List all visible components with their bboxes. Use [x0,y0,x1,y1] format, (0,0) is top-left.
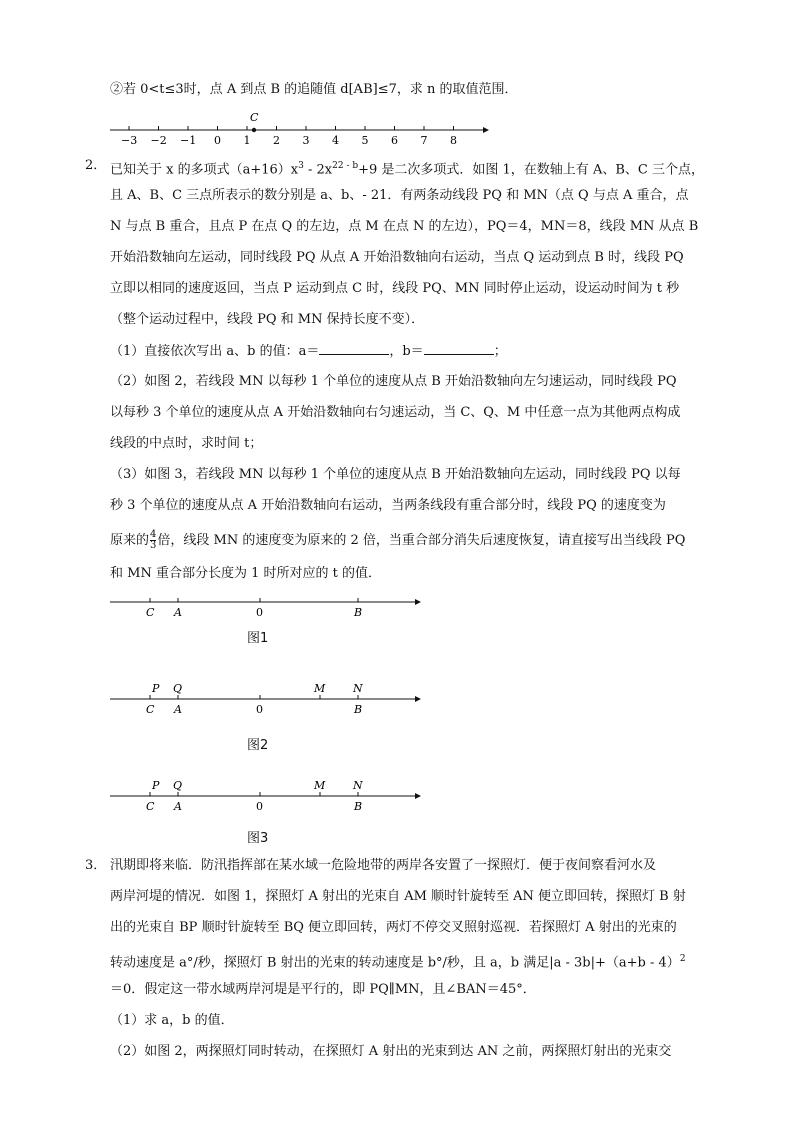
q3-part2: （2）如图 2，两探照灯同时转动，在探照灯 A 射出的光束到达 AN 之前，两探照灯射出的光束交 [110,1044,672,1059]
q2-line6: （整个运动过程中，线段 PQ 和 MN 保持长度不变）． [110,312,425,327]
fig3-label-p: P [152,779,160,792]
number-line-q1 [105,108,490,148]
q1-part2-text: ②若 0<t≤3时，点 A 到点 B 的追随值 d[AB]≤7，求 n 的取值范围． [110,82,518,97]
q2-part1: （1）直接依次写出 a、b 的值：a＝ ，b＝ ； [110,344,507,359]
q2-part2-line1: （2）如图 2，若线段 MN 以每秒 1 个单位的速度从点 B 开始沿数轴向左匀速运动，同时线段 PQ [110,374,677,389]
fig1-label-zero: 0 [256,606,263,619]
figure-2-caption: 图2 [247,738,269,753]
q3-line2: 两岸河堤的情况．如图 1，探照灯 A 射出的光束自 AM 顺时针旋转至 AN 便立即回转，探照灯 B 射 [110,889,686,904]
fig2-label-c: C [146,703,155,716]
tick-label: 2 [273,134,280,147]
q2-part3-line1: （3）如图 3，若线段 MN 以每秒 1 个单位的速度从点 B 开始沿数轴向左运动，同时线段 PQ 以每 [110,467,681,482]
tick-label: 6 [391,134,398,147]
tick-label: 4 [332,134,339,147]
q3-line1: 汛期即将来临．防汛指挥部在某水域一危险地带的两岸各安置了一探照灯．便于夜间察看河水及 [110,858,657,873]
fig2-label-m: M [314,682,326,695]
q3-line4: 转动速度是 a°/秒，探照灯 B 射出的光束的转动速度是 b°/秒，且 a，b 满足$|a - 3b|+(a+b - 4)^2$ [110,954,686,971]
q2-part3-line3: 原来的 $\frac{4}{3}$ 倍，线段 MN 的速度变为原来的 2 倍，当重合部分消失后速度恢复，请直接写出当线段 PQ [110,529,686,551]
answer-blank-b[interactable] [424,342,494,355]
figure-3-caption: 图3 [247,831,269,846]
tick-label: 8 [450,134,457,147]
fig2-label-b: B [354,703,363,716]
fig2-label-p: P [152,682,160,695]
q3-line3: 出的光束自 BP 顺时针旋转至 BQ 便立即回转，两灯不停交叉照射巡视．若探照灯 A 射出的光束的 [110,920,677,935]
fig2-label-zero: 0 [256,703,263,716]
fig1-label-b: B [354,606,363,619]
figure-3-number-line [110,777,422,817]
tick-label: 1 [243,134,251,147]
fig3-label-zero: 0 [256,800,263,813]
tick-label: 5 [361,134,369,147]
fig1-label-c: C [146,606,155,619]
fig2-label-q: Q [173,682,183,695]
q2-line2: 且 A、B、C 三点所表示的数分别是 a、b、- 21．有两条动线段 PQ 和 MN（点 Q 与点 A 重合，点 [110,188,689,203]
q2-line5: 立即以相同的速度返回，当点 P 运动到点 C 时，线段 PQ、MN 同时停止运动，设运动时间为 t 秒 [110,281,680,296]
fig1-label-a: A [174,606,182,619]
q2-part3-line2: 秒 3 个单位的速度从点 A 开始沿数轴向右运动，当两条线段有重合部分时，线段 PQ 的速度变为 [110,498,666,513]
tick-label: −1 [180,134,197,147]
fig3-label-n: N [353,779,363,792]
q2-line3: N 与点 B 重合，且点 P 在点 Q 的左边，点 M 在点 N 的左边），PQ＝4，MN＝8，线段 MN 从点 B [110,219,699,234]
point-c-dot [252,128,256,132]
fig2-label-n: N [353,682,363,695]
fig3-label-c: C [146,800,155,813]
fig3-label-m: M [314,779,326,792]
q2-part3-line4: 和 MN 重合部分长度为 1 时所对应的 t 的值． [110,566,381,581]
fig3-label-b: B [354,800,363,813]
q2-line1: 已知关于 x 的多项式$(a+16)x^3 - 2x^{22 - b}+9$ 是二次多项式．如图 1，在数轴上有 A、B、C 三个点， [110,161,704,178]
fig2-label-a: A [174,703,182,716]
fraction-four-thirds: $\frac{4}{3}$ [150,529,157,551]
q2-number: 2． [85,158,107,173]
tick-label: 7 [420,134,428,147]
figure-1-number-line [110,594,422,626]
q2-part2-line2: 以每秒 3 个单位的速度从点 A 开始沿数轴向右匀速运动，当 C、Q、M 中任意一点为其他两点构成 [110,405,681,420]
tick-label: 0 [214,134,221,147]
tick-label: −3 [121,134,138,147]
q2-line4: 开始沿数轴向左运动，同时线段 PQ 从点 A 开始沿数轴向右运动，当点 Q 运动到点 B 时，线段 PQ [110,250,684,265]
fig3-label-a: A [174,800,182,813]
q3-number: 3． [85,858,107,873]
figure-2-number-line [110,680,422,720]
fig3-label-q: Q [173,779,183,792]
answer-blank-a[interactable] [319,342,389,355]
tick-label: −2 [150,134,167,147]
figure-1-caption: 图1 [247,631,269,646]
q3-line5: ＝0．假定这一带水域两岸河堤是平行的，即 PQ∥MN，且∠BAN＝45°． [110,982,536,997]
q3-part1: （1）求 a，b 的值． [110,1013,234,1028]
q2-part2-line3: 线段的中点时，求时间 t； [110,436,263,451]
point-c-label: C [250,111,259,124]
tick-label: 3 [302,134,310,147]
axis-arrow [483,127,489,133]
